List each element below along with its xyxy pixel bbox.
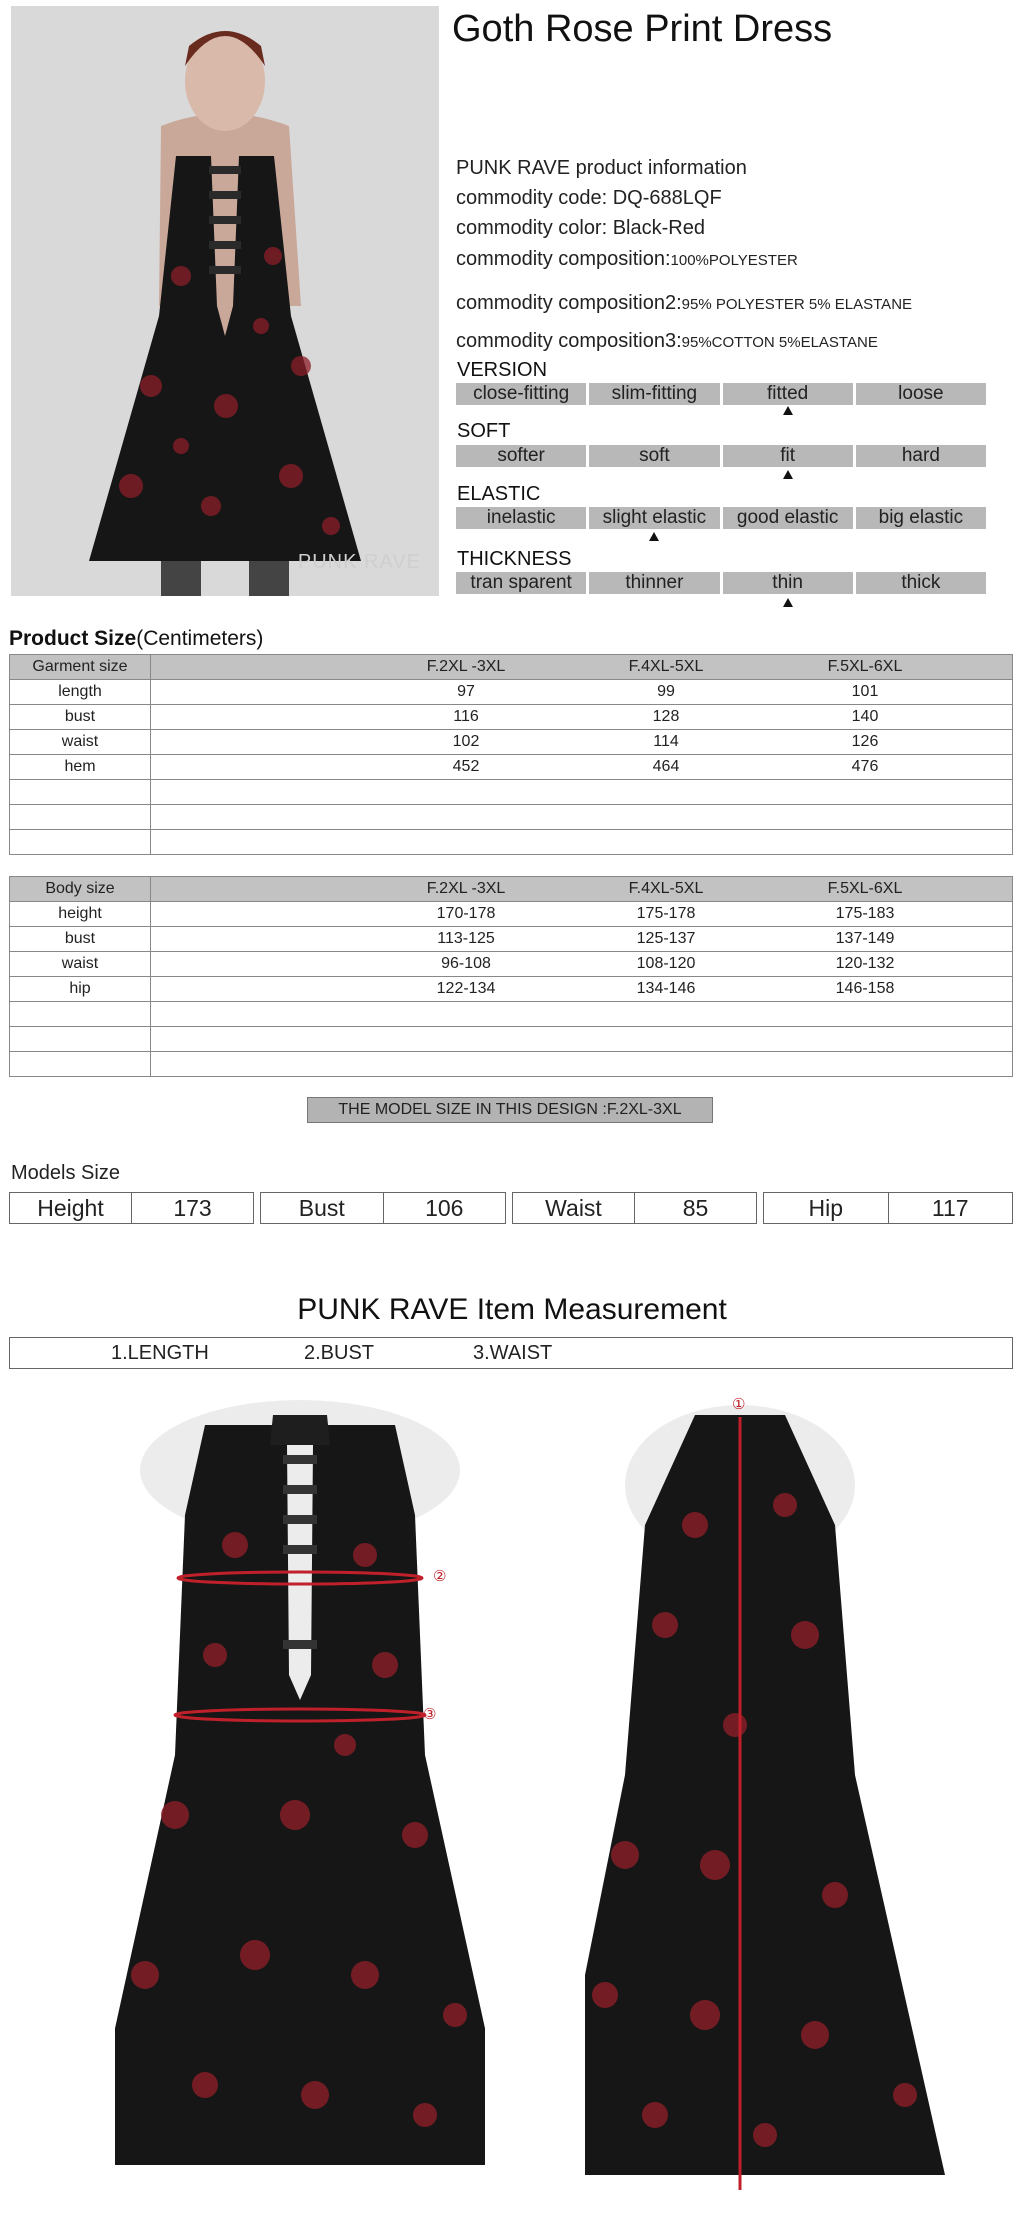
cell: 101	[851, 683, 879, 700]
watermark: PUNK RAVE	[297, 551, 421, 573]
table-header-label: Body size	[10, 877, 151, 902]
scale-option: thinner	[589, 572, 719, 594]
cell: 128	[652, 708, 680, 725]
scale-option: fitted	[723, 383, 853, 405]
model-value: 117	[888, 1193, 1013, 1223]
scale-option: loose	[856, 383, 986, 405]
product-size-title: Product Size(Centimeters)	[9, 627, 264, 650]
cell: 114	[653, 733, 679, 750]
attr-version-scale	[456, 383, 986, 405]
models-size-title: Models Size	[11, 1162, 120, 1184]
measurement-title: PUNK RAVE Item Measurement	[297, 1293, 727, 1326]
size-col: F.4XL-5XL	[628, 880, 704, 897]
model-value: 106	[383, 1193, 506, 1223]
model-waist-box	[512, 1192, 757, 1224]
scale-option: softer	[456, 445, 586, 467]
product-title: Goth Rose Print Dress	[452, 8, 833, 50]
scale-option: hard	[856, 445, 986, 467]
table-row	[10, 952, 1013, 977]
cell: 146-158	[835, 980, 895, 997]
table-header-label: Garment size	[10, 655, 151, 680]
cell: 122-134	[436, 980, 496, 997]
version-pointer-icon	[783, 406, 793, 415]
soft-pointer-icon	[783, 470, 793, 479]
empty-row	[10, 1002, 1013, 1027]
cell: 452	[452, 758, 480, 775]
length-marker: ①	[732, 1395, 746, 1413]
row-label: hip	[10, 977, 151, 1002]
cell: 113-125	[437, 930, 495, 947]
scale-option: close-fitting	[456, 383, 586, 405]
table-row	[10, 927, 1013, 952]
scale-option: fit	[723, 445, 853, 467]
cell: 170-178	[436, 905, 496, 922]
size-col: F.5XL-6XL	[827, 880, 903, 897]
scale-option: thin	[723, 572, 853, 594]
dress-back-image	[585, 1395, 955, 2195]
size-col: F.2XL -3XL	[426, 658, 506, 675]
model-hip-box	[763, 1192, 1013, 1224]
attr-soft-scale	[456, 445, 986, 467]
bust-marker: ②	[433, 1567, 447, 1585]
measure-item: 2.BUST	[304, 1342, 375, 1364]
table-row	[10, 977, 1013, 1002]
model-label: Height	[37, 1195, 104, 1221]
table-row	[10, 730, 1013, 755]
model-value: 173	[131, 1193, 253, 1223]
row-label: bust	[10, 927, 151, 952]
size-col: F.4XL-5XL	[628, 658, 704, 675]
scale-option: tran sparent	[456, 572, 586, 594]
scale-option: big elastic	[856, 507, 986, 529]
cell: 125-137	[636, 930, 696, 947]
row-label: hem	[10, 755, 151, 780]
model-bust-box	[260, 1192, 506, 1224]
cell: 175-178	[636, 905, 696, 922]
waist-marker: ③	[423, 1705, 437, 1723]
scale-option: slight elastic	[589, 507, 719, 529]
row-label: length	[10, 680, 151, 705]
size-col: F.5XL-6XL	[827, 658, 903, 675]
cell: 126	[851, 733, 879, 750]
model-size-note: THE MODEL SIZE IN THIS DESIGN :F.2XL-3XL	[307, 1097, 713, 1123]
empty-row	[10, 830, 1013, 855]
empty-row	[10, 1052, 1013, 1077]
product-photo	[11, 6, 439, 596]
table-row	[10, 755, 1013, 780]
size-col: F.2XL -3XL	[426, 880, 506, 897]
cell: 140	[851, 708, 879, 725]
thickness-pointer-icon	[783, 598, 793, 607]
model-label: Hip	[808, 1195, 843, 1221]
cell: 102	[452, 733, 480, 750]
cell: 175-183	[835, 905, 895, 922]
commodity-color: commodity color: Black-Red	[456, 217, 705, 239]
table-row	[10, 902, 1013, 927]
table-row	[10, 705, 1013, 730]
attr-elastic-scale	[456, 507, 986, 529]
empty-row	[10, 805, 1013, 830]
commodity-code: commodity code: DQ-688LQF	[456, 187, 722, 209]
row-label: height	[10, 902, 151, 927]
table-header-row	[10, 877, 1013, 902]
attr-thickness-title: THICKNESS	[457, 548, 572, 570]
attr-elastic-title: ELASTIC	[457, 483, 541, 505]
measurement-legend	[9, 1337, 1013, 1369]
cell: 120-132	[835, 955, 895, 972]
model-height-box	[9, 1192, 254, 1224]
cell: 116	[453, 708, 479, 725]
cell: 137-149	[835, 930, 895, 947]
body-size-table	[9, 876, 1013, 1077]
scale-option: slim-fitting	[589, 383, 719, 405]
model-illustration	[11, 6, 439, 596]
scale-option: soft	[589, 445, 719, 467]
empty-row	[10, 1027, 1013, 1052]
dress-front-image	[115, 1395, 485, 2185]
scale-option: thick	[856, 572, 986, 594]
elastic-pointer-icon	[649, 532, 659, 541]
cell: 476	[851, 758, 879, 775]
attr-thickness-scale	[456, 572, 986, 594]
garment-size-table	[9, 654, 1013, 855]
measure-item: 1.LENGTH	[111, 1342, 209, 1364]
commodity-composition: commodity composition:100%POLYESTER	[456, 248, 798, 270]
cell: 464	[652, 758, 680, 775]
commodity-composition-3: commodity composition3:95%COTTON 5%ELASTANE	[456, 330, 878, 352]
info-heading: PUNK RAVE product information	[456, 157, 747, 179]
empty-row	[10, 780, 1013, 805]
row-label: waist	[10, 730, 151, 755]
commodity-composition-2: commodity composition2:95% POLYESTER 5% ELASTANE	[456, 292, 913, 314]
model-value: 85	[634, 1193, 756, 1223]
measure-item: 3.WAIST	[473, 1342, 553, 1364]
row-label: waist	[10, 952, 151, 977]
cell: 134-146	[636, 980, 696, 997]
scale-option: inelastic	[456, 507, 586, 529]
cell: 97	[457, 683, 475, 700]
cell: 96-108	[441, 955, 491, 972]
attr-version-title: VERSION	[457, 359, 548, 381]
attr-soft-title: SOFT	[457, 420, 511, 442]
table-row	[10, 680, 1013, 705]
scale-option: good elastic	[723, 507, 853, 529]
row-label: bust	[10, 705, 151, 730]
table-header-row	[10, 655, 1013, 680]
cell: 108-120	[636, 955, 696, 972]
cell: 99	[657, 683, 675, 700]
model-label: Bust	[298, 1195, 345, 1221]
model-label: Waist	[545, 1195, 602, 1221]
